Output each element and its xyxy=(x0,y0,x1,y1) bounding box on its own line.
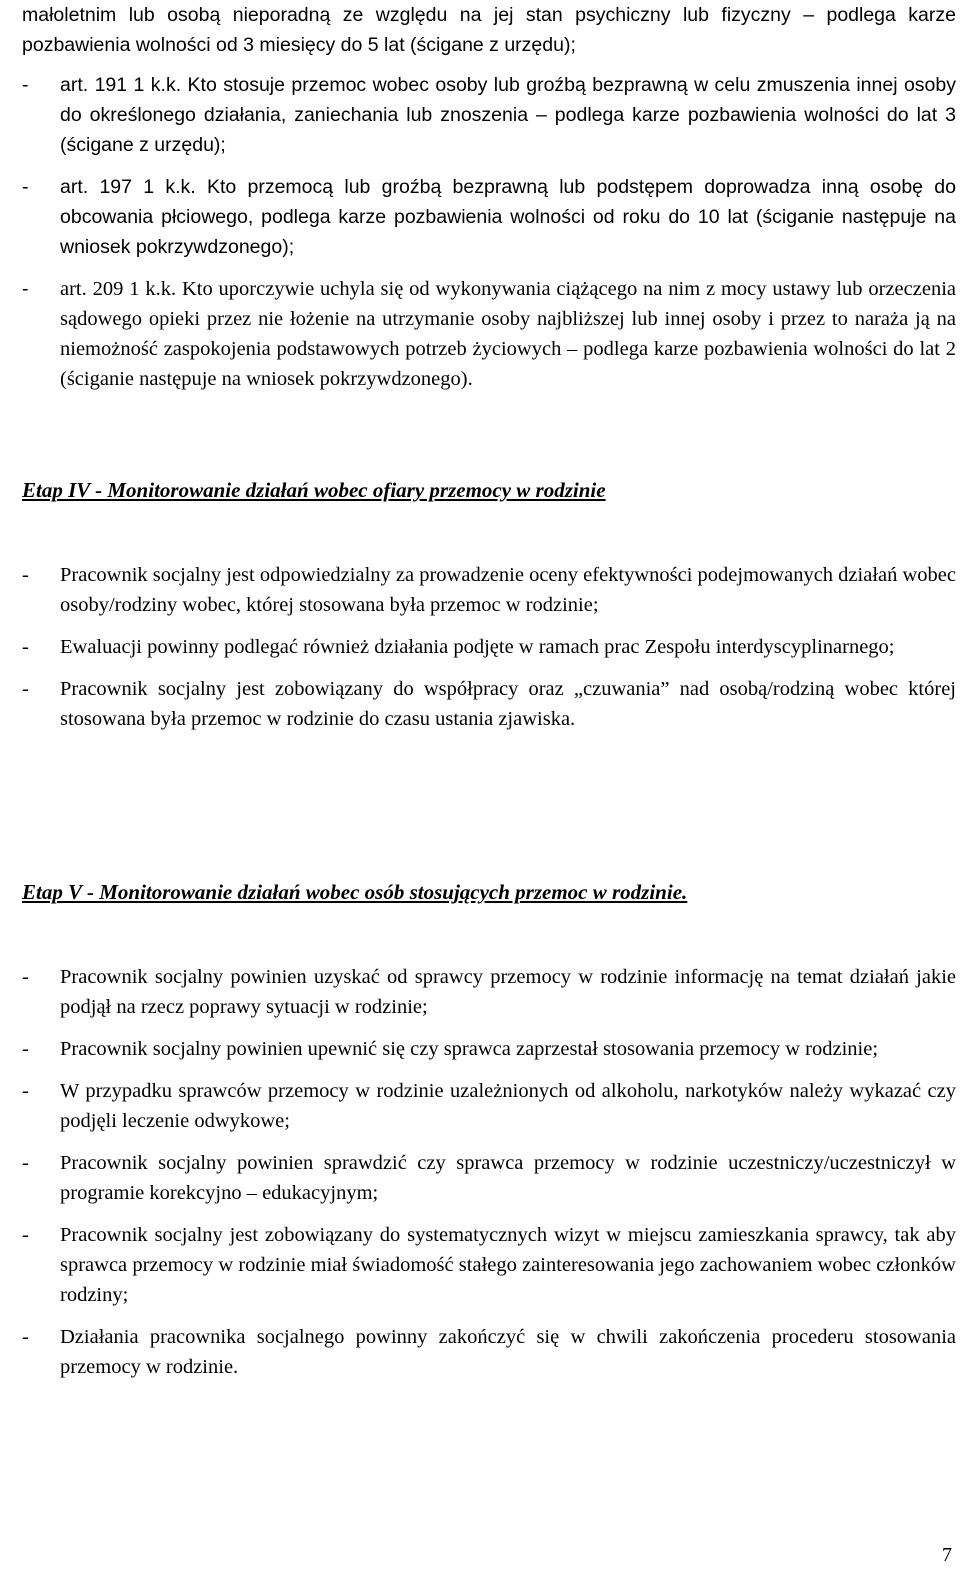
list-dash: - xyxy=(22,176,29,198)
list-dash: - xyxy=(22,564,29,586)
etap-v-list xyxy=(22,962,956,1382)
list-item xyxy=(22,1322,956,1382)
list-dash: - xyxy=(22,1326,29,1348)
list-item-text: Pracownik socjalny jest odpowiedzialny za prowadzenie oceny efektywności podejmowanych działań wobec osoby/rodziny wobec, której stosowana była przemoc w rodzinie; xyxy=(60,564,956,616)
list-dash: - xyxy=(22,1224,29,1246)
list-item-text: Ewaluacji powinny podlegać również działania podjęte w ramach prac Zespołu interdyscyplinarnego; xyxy=(60,636,895,658)
list-dash: - xyxy=(22,966,29,988)
list-item-text: art. 191 1 k.k. Kto stosuje przemoc wobec osoby lub groźbą bezprawną w celu zmuszenia innej osoby do określonego działania, zaniechania lub znoszenia – podlega karze pozbawienia wolności do lat 3 (ścigane z urzędu); xyxy=(60,74,956,156)
list-item-text: Pracownik socjalny powinien upewnić się czy sprawca zaprzestał stosowania przemocy w rodzinie; xyxy=(60,1038,879,1060)
list-dash: - xyxy=(22,1152,29,1174)
list-dash: - xyxy=(22,1038,29,1060)
list-dash: - xyxy=(22,278,29,300)
list-item xyxy=(22,1148,956,1208)
list-item-text: Pracownik socjalny jest zobowiązany do współpracy oraz „czuwania” nad osobą/rodziną wobec której stosowana była przemoc w rodzinie do czasu ustania zjawiska. xyxy=(60,678,956,730)
list-dash: - xyxy=(22,678,29,700)
list-item-text: Działania pracownika socjalnego powinny zakończyć się w chwili zakończenia procederu stosowania przemocy w rodzinie. xyxy=(60,1326,956,1378)
list-item xyxy=(22,962,956,1022)
etap-iv-list xyxy=(22,560,956,734)
list-item xyxy=(22,172,956,262)
list-item xyxy=(22,1076,956,1136)
list-item xyxy=(22,632,956,662)
list-dash: - xyxy=(22,636,29,658)
list-item-text: Pracownik socjalny powinien sprawdzić czy sprawca przemocy w rodzinie uczestniczy/uczestniczył w programie korekcyjno – edukacyjnym; xyxy=(60,1152,956,1204)
list-item-text: art. 209 1 k.k. Kto uporczywie uchyla się od wykonywania ciążącego na nim z mocy ustawy lub orzeczenia sądowego opieki przez nie łożenie na utrzymanie osoby najbliższej lub innej osoby i przez to naraża ją na niemożność zaspokojenia podstawowych potrzeb życiowych – podlega karze pozbawienia wolności do lat 2 (ściganie następuje na wniosek pokrzywdzonego). xyxy=(60,278,956,390)
list-item xyxy=(22,560,956,620)
continuation-paragraph: małoletnim lub osobą nieporadną ze względu na jej stan psychiczny lub fizyczny – podlega karze pozbawienia wolności od 3 miesięcy do 5 lat (ścigane z urzędu); xyxy=(22,4,956,56)
page-number: 7 xyxy=(942,1544,952,1566)
list-dash: - xyxy=(22,74,29,96)
list-item xyxy=(22,674,956,734)
top-section xyxy=(22,0,956,60)
list-item-text: W przypadku sprawców przemocy w rodzinie uzależnionych od alkoholu, narkotyków należy wykazać czy podjęli leczenie odwykowe; xyxy=(60,1080,956,1132)
list-item xyxy=(22,70,956,160)
list-dash: - xyxy=(22,1080,29,1102)
list-item-text: Pracownik socjalny jest zobowiązany do systematycznych wizyt w miejscu zamieszkania sprawcy, tak aby sprawca przemocy w rodzinie miał świadomość stałego zainteresowania jego zachowaniem wobec członków rodziny; xyxy=(60,1224,956,1306)
section-heading-etap-v: Etap V - Monitorowanie działań wobec osób stosujących przemoc w rodzinie. xyxy=(22,880,688,904)
list-item-text: art. 197 1 k.k. Kto przemocą lub groźbą bezprawną lub podstępem doprowadza inną osobę do obcowania płciowego, podlega karze pozbawienia wolności od roku do 10 lat (ściganie następuje na wniosek pokrzywdzonego); xyxy=(60,176,956,258)
list-item xyxy=(22,274,956,394)
list-item xyxy=(22,1220,956,1310)
section-heading-etap-iv: Etap IV - Monitorowanie działań wobec ofiary przemocy w rodzinie xyxy=(22,478,606,502)
law-articles-list xyxy=(22,70,956,394)
list-item-text: Pracownik socjalny powinien uzyskać od sprawcy przemocy w rodzinie informację na temat działań jakie podjął na rzecz poprawy sytuacji w rodzinie; xyxy=(60,966,956,1018)
list-item xyxy=(22,1034,956,1064)
